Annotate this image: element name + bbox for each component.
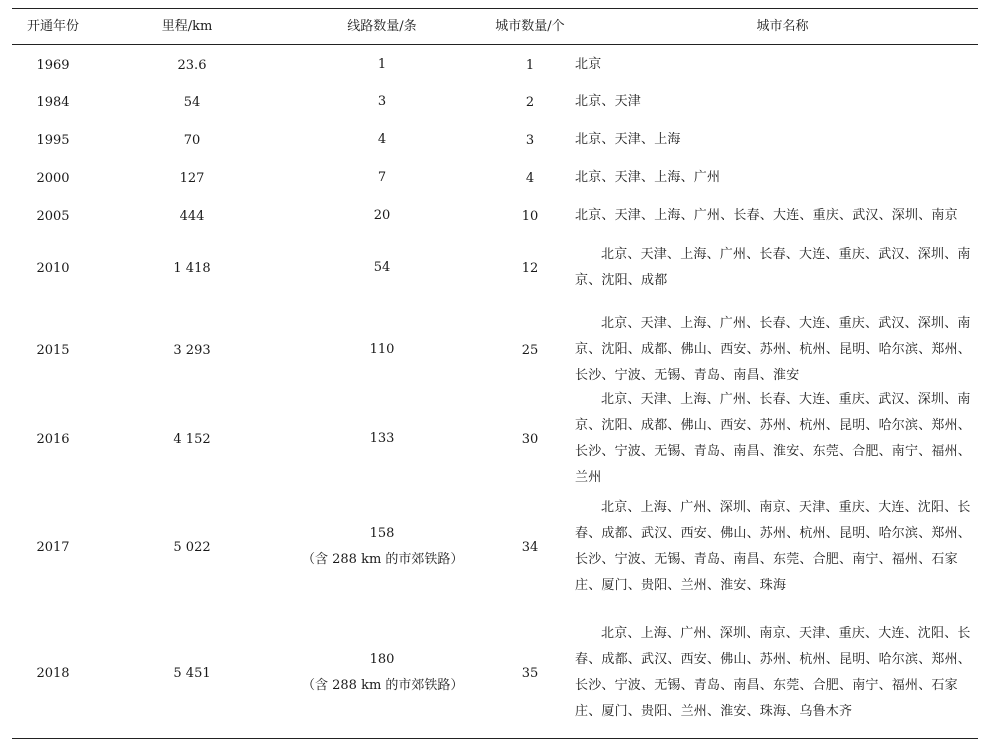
table-row <box>12 309 978 391</box>
row-year: 2017 <box>36 539 70 555</box>
row-city-names: 北京、天津、上海、广州、长春、大连、重庆、武汉、深圳、南京、沈阳、成都、佛山、西安、苏州、杭州、昆明、哈尔滨、郑州、长沙、宁波、无锡、青岛、南昌、淮安 <box>575 316 972 383</box>
table-header <box>12 9 978 44</box>
row-year: 2005 <box>36 208 70 224</box>
row-lines: 110 <box>369 342 395 357</box>
row-mileage: 5 451 <box>173 665 211 681</box>
row-year: 2016 <box>36 431 70 447</box>
row-lines: 1 <box>377 57 387 72</box>
row-lines: 133 <box>369 431 395 446</box>
header-city-count: 城市数量/个 <box>495 19 565 34</box>
table-row <box>12 240 978 296</box>
row-city-count: 35 <box>521 665 539 681</box>
row-city-names: 北京、天津、上海、广州、长春、大连、重庆、武汉、深圳、南京 <box>575 208 958 223</box>
row-mileage: 23.6 <box>177 57 207 73</box>
header-year: 开通年份 <box>26 19 79 34</box>
table-row <box>12 123 978 157</box>
table-row <box>12 161 978 195</box>
row-lines: 180 <box>369 652 395 667</box>
row-mileage: 70 <box>183 132 201 148</box>
row-year: 2015 <box>36 342 70 358</box>
row-mileage: 127 <box>179 170 205 186</box>
row-city-names: 北京 <box>575 57 602 72</box>
header-lines: 线路数量/条 <box>347 19 417 34</box>
row-lines: 54 <box>373 260 391 275</box>
row-city-count: 4 <box>525 170 535 186</box>
row-mileage: 444 <box>179 208 205 224</box>
row-mileage: 3 293 <box>173 342 211 358</box>
table-header-rule <box>12 44 978 45</box>
row-year: 1995 <box>36 132 70 148</box>
row-city-names: 北京、上海、广州、深圳、南京、天津、重庆、大连、沈阳、长春、成都、武汉、西安、佛山、苏州、杭州、昆明、哈尔滨、郑州、长沙、宁波、无锡、青岛、南昌、东莞、合肥、南宁、福州、石家庄、厦门、贵阳、兰州、淮安、珠海、乌鲁木齐 <box>575 626 972 719</box>
row-lines-note: （含 288 km 的市郊铁路） <box>302 678 464 693</box>
table-row <box>12 199 978 233</box>
row-lines: 3 <box>377 94 387 109</box>
row-city-count: 12 <box>521 260 539 276</box>
row-year: 1984 <box>36 94 70 110</box>
row-city-count: 3 <box>525 132 535 148</box>
row-city-count: 10 <box>521 208 539 224</box>
row-year: 1969 <box>36 57 70 73</box>
row-lines: 20 <box>373 208 391 223</box>
row-city-count: 2 <box>525 94 535 110</box>
table-row <box>12 392 978 485</box>
row-mileage: 1 418 <box>173 260 211 276</box>
row-city-count: 34 <box>521 539 539 555</box>
table-bottom-rule <box>12 738 978 739</box>
table-row <box>12 618 978 728</box>
row-mileage: 5 022 <box>173 539 211 555</box>
row-city-names: 北京、天津、上海 <box>575 132 681 147</box>
row-city-names: 北京、天津 <box>575 94 642 109</box>
row-city-count: 1 <box>525 57 535 73</box>
row-lines-note: （含 288 km 的市郊铁路） <box>302 552 464 567</box>
row-year: 2000 <box>36 170 70 186</box>
table-row <box>12 492 978 602</box>
row-city-names: 北京、上海、广州、深圳、南京、天津、重庆、大连、沈阳、长春、成都、武汉、西安、佛山、苏州、杭州、昆明、哈尔滨、郑州、长沙、宁波、无锡、青岛、南昌、东莞、合肥、南宁、福州、石家庄、厦门、贵阳、兰州、淮安、珠海 <box>575 500 972 593</box>
row-year: 2010 <box>36 260 70 276</box>
row-year: 2018 <box>36 665 70 681</box>
row-mileage: 4 152 <box>173 431 211 447</box>
row-lines: 4 <box>377 132 387 147</box>
row-mileage: 54 <box>183 94 201 110</box>
row-city-names: 北京、天津、上海、广州 <box>575 170 721 185</box>
row-city-names: 北京、天津、上海、广州、长春、大连、重庆、武汉、深圳、南京、沈阳、成都、佛山、西安、苏州、杭州、昆明、哈尔滨、郑州、长沙、宁波、无锡、青岛、南昌、淮安、东莞、合肥、南宁、福州、兰州 <box>575 392 972 485</box>
header-mileage: 里程/km <box>161 19 213 34</box>
table-row <box>12 85 978 119</box>
table-row <box>12 48 978 82</box>
row-city-names: 北京、天津、上海、广州、长春、大连、重庆、武汉、深圳、南京、沈阳、成都 <box>575 247 971 288</box>
row-lines: 7 <box>377 170 387 185</box>
row-lines: 158 <box>369 526 395 541</box>
row-city-count: 25 <box>521 342 539 358</box>
row-city-count: 30 <box>521 431 539 447</box>
header-city-names: 城市名称 <box>756 19 809 34</box>
